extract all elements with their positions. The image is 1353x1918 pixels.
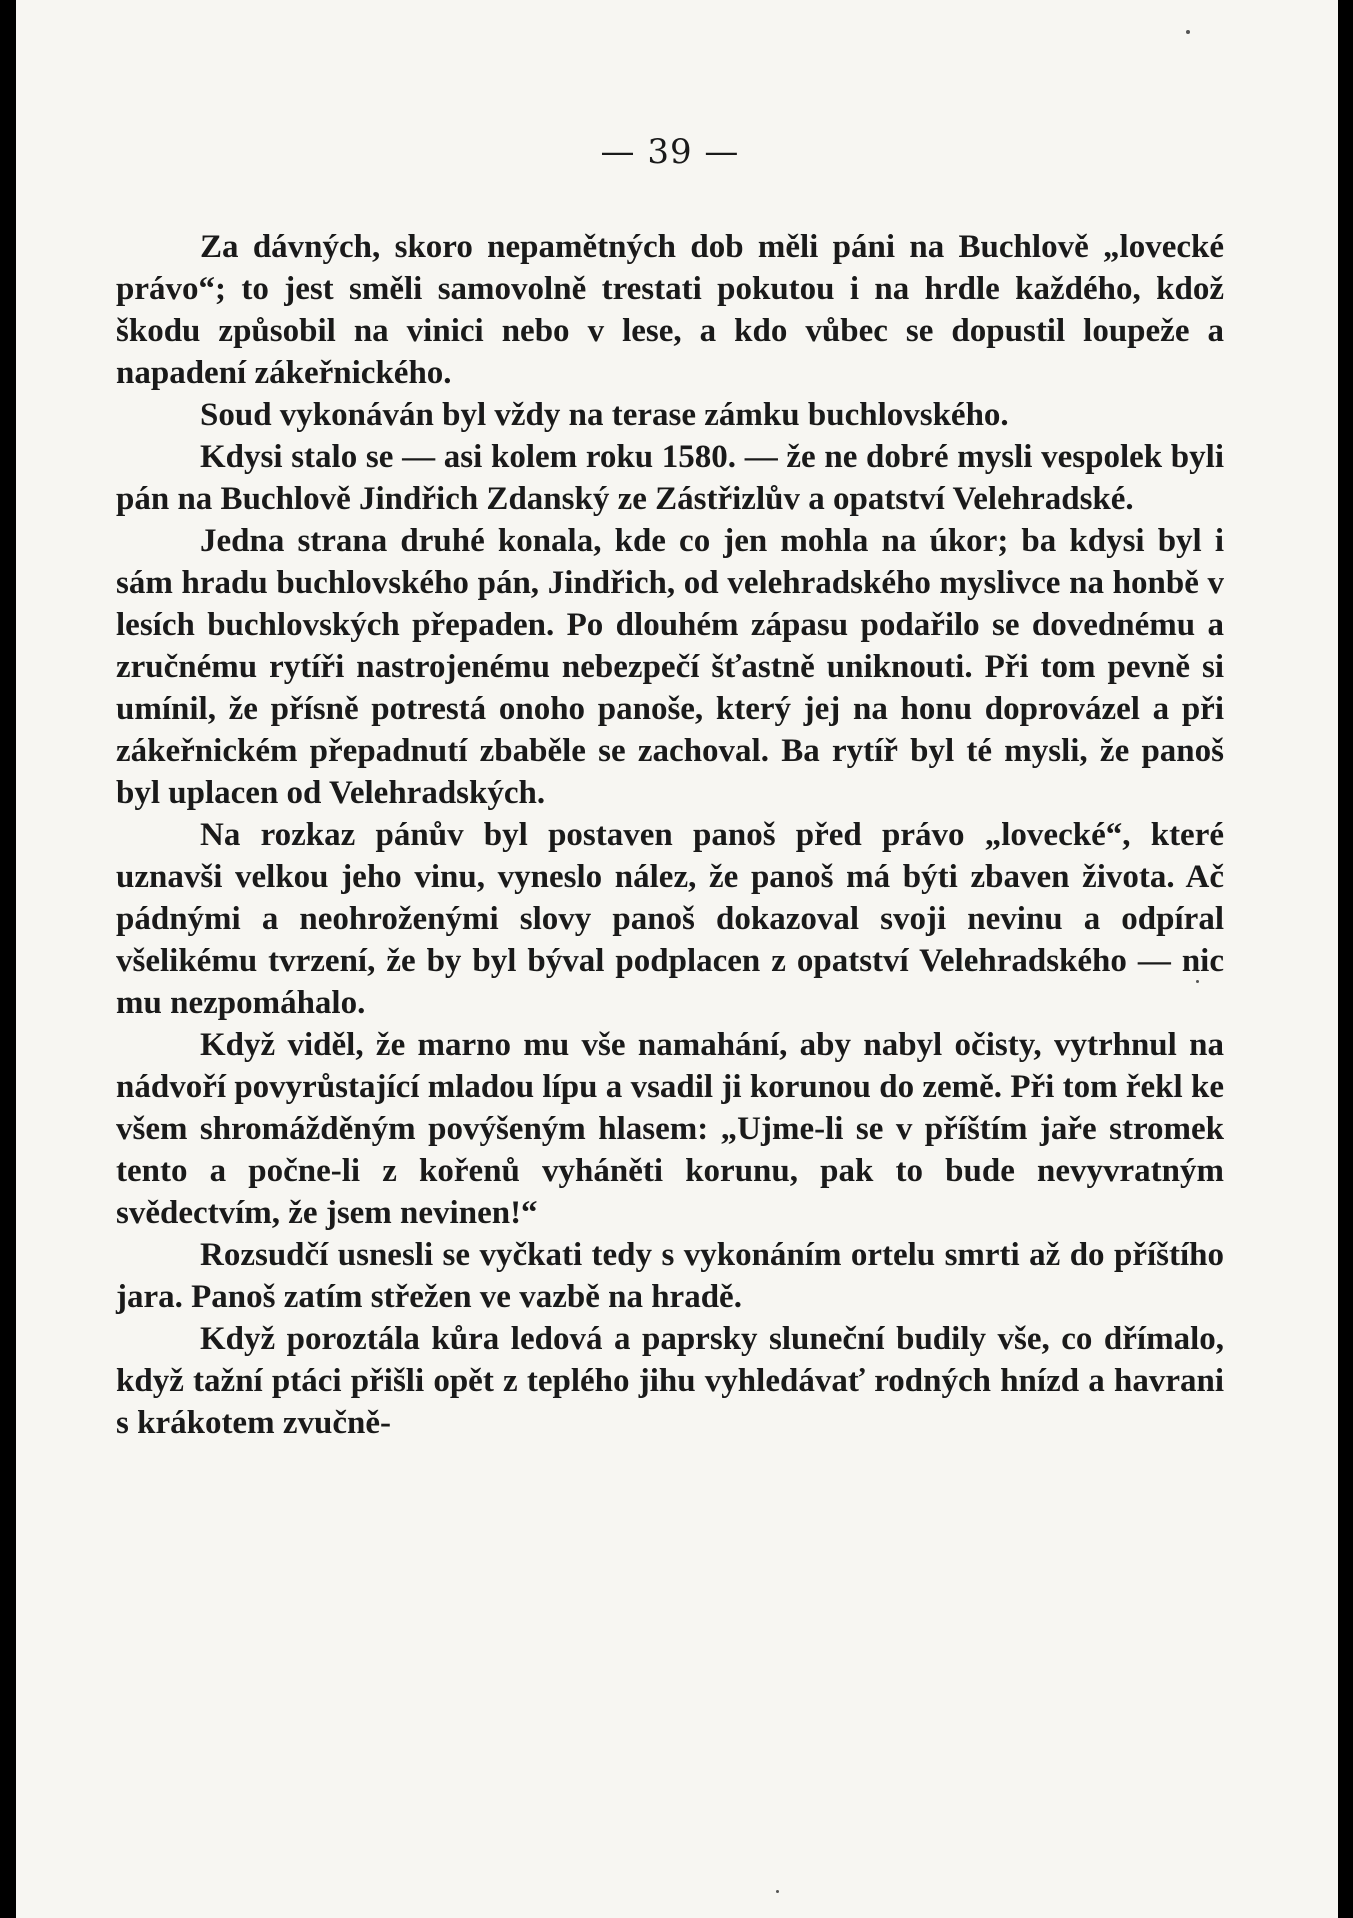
paragraph: Jedna strana druhé konala, kde co jen mohla na úkor; ba kdysi byl i sám hradu buchlovského pán, Jindřich, od velehradského myslivce na honbě v lesích buchlovských přepaden. Po dlouhém zápasu podařilo se dovednému a zručnému rytíři nastrojenému nebezpečí šťastně uniknouti. Při tom pevně si umínil, že přísně potrestá onoho panoše, který jej na honu doprovázel a při zákeřnickém přepadnutí zbaběle se zachoval. Ba rytíř byl té mysli, že panoš byl uplacen od Velehradských.	[116, 523, 1224, 811]
paragraph: Za dávných, skoro nepamětných dob měli páni na Buchlově „lovecké právo“; to jest směli samovolně trestati pokutou i na hrdle každého, kdož škodu způsobil na vinici nebo v lese, a kdo vůbec se dopustil loupeže a napadení zákeřnického.	[116, 229, 1224, 391]
body-text	[116, 226, 1224, 1444]
paragraph: Rozsudčí usnesli se vyčkati tedy s vykonáním ortelu smrti až do příštího jara. Panoš zatím střežen ve vazbě na hradě.	[116, 1237, 1224, 1315]
paragraph: Na rozkaz pánův byl postaven panoš před právo „lovecké“, které uznavši velkou jeho vinu, vyneslo nález, že panoš má býti zbaven života. Ač pádnými a neohroženými slovy panoš dokazoval svoji nevinu a odpíral všelikému tvrzení, že by byl býval podplacen z opatství Velehradského — nic mu nezpomáhalo.	[116, 817, 1224, 1021]
paper-speck	[1196, 980, 1199, 983]
paragraph: Kdysi stalo se — asi kolem roku 1580. — že ne dobré mysli vespolek byli pán na Buchlově Jindřich Zdanský ze Zástřizlův a opatství Velehradské.	[116, 439, 1224, 517]
paper-speck	[1186, 30, 1190, 34]
paper-speck	[776, 1890, 779, 1893]
paragraph: Když poroztála kůra ledová a paprsky sluneční budily vše, co dřímalo, když tažní ptáci přišli opět z teplého jihu vyhledávať rodných hnízd a havrani s krákotem zvučně-	[116, 1321, 1224, 1441]
paragraph: Když viděl, že marno mu vše namahání, aby nabyl očisty, vytrhnul na nádvoří povyrůstající mladou lípu a vsadil ji korunou do země. Při tom řekl ke všem shromážděným povýšeným hlasem: „Ujme-li se v příštím jaře stromek tento a počne-li z kořenů vyháněti korunu, pak to bude nevyvratným svědectvím, že jsem nevinen!“	[116, 1027, 1224, 1231]
page-number: — 39 —	[600, 132, 740, 172]
book-page	[16, 0, 1338, 1918]
paragraph: Soud vykonáván byl vždy na terase zámku buchlovského.	[200, 397, 1009, 433]
